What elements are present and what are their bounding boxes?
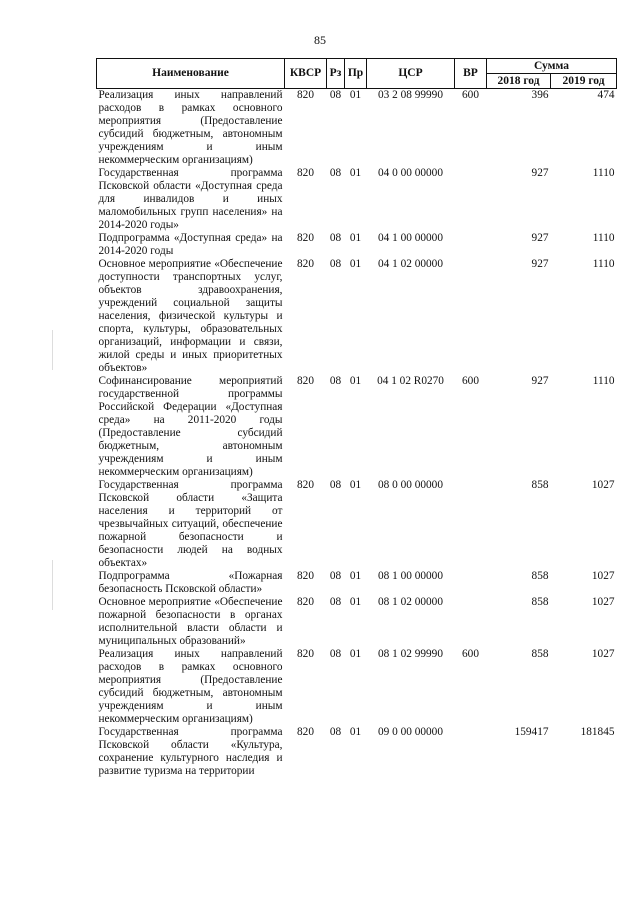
cell-sum-2019: 1027 [591,479,615,491]
cell-vr [455,596,487,648]
cell-sum-2019: 1027 [591,648,615,660]
cell-csr: 04 1 02 R0270 [377,375,444,387]
cell-csr: 04 1 02 00000 [378,258,443,270]
cell-rz: 08 [329,648,342,660]
cell-pr: 01 [349,167,362,179]
page-number: 85 [314,33,326,47]
cell-sum-2018: 858 [531,596,549,608]
table-row [97,570,617,596]
table-row [97,726,617,778]
cell-vr [455,726,487,778]
cell-name: Основное мероприятие «Обеспечение доступности транспортных услуг, объектов здравоохранения, учреждений социальной защиты населения, физической культуры и спорта, культуры, образовательных организаций, информации и связи, жилой среды и иных приоритетных объектов» [98,258,283,374]
cell-rz: 08 [329,167,342,179]
table-row [97,89,617,168]
cell-vr [455,167,487,232]
cell-csr: 08 1 00 00000 [378,570,443,582]
cell-kvsr: 820 [297,89,314,101]
header-kvsr: КВСР [285,59,327,89]
cell-sum-2018: 927 [531,375,549,387]
cell-pr: 01 [349,258,362,270]
cell-csr: 09 0 00 00000 [378,726,443,738]
cell-pr: 01 [349,232,362,244]
cell-vr [455,570,487,596]
cell-sum-2019: 1110 [592,375,615,387]
cell-rz: 08 [329,479,342,491]
cell-sum-2019: 1110 [592,232,615,244]
cell-kvsr: 820 [297,726,314,738]
cell-kvsr: 820 [297,258,314,270]
cell-name: Государственная программа Псковской области «Защита населения и территорий от чрезвычайных ситуаций, обеспечение пожарной безопасности и безопасности людей на водных объектах» [98,479,283,569]
table-row [97,596,617,648]
cell-kvsr: 820 [297,570,314,582]
cell-vr [455,258,487,375]
cell-csr: 03 2 08 99990 [378,89,443,101]
table-row [97,258,617,375]
cell-pr: 01 [349,479,362,491]
header-csr: ЦСР [367,59,455,89]
cell-vr: 600 [462,375,479,387]
cell-vr [455,479,487,570]
cell-sum-2018: 858 [531,570,549,582]
cell-csr: 08 0 00 00000 [378,479,443,491]
cell-rz: 08 [329,570,342,582]
cell-rz: 08 [329,89,342,101]
cell-kvsr: 820 [297,596,314,608]
cell-csr: 04 1 00 00000 [378,232,443,244]
cell-rz: 08 [329,375,342,387]
cell-rz: 08 [329,232,342,244]
cell-kvsr: 820 [297,375,314,387]
table-body [97,89,617,779]
cell-pr: 01 [349,648,362,660]
cell-name: Реализация иных направлений расходов в рамках основного мероприятия (Предоставление субсидий бюджетным, автономным учреждениям и иным некоммерческим организациям) [98,89,283,166]
cell-sum-2018: 858 [531,648,549,660]
cell-rz: 08 [329,726,342,738]
cell-sum-2019: 1110 [592,167,615,179]
header-name: Наименование [97,59,285,89]
table-row [97,167,617,232]
cell-vr: 600 [462,89,479,101]
cell-csr: 08 1 02 99990 [378,648,443,660]
cell-sum-2018: 396 [531,89,549,101]
cell-kvsr: 820 [297,167,314,179]
cell-sum-2018: 159417 [514,726,549,738]
table-row [97,479,617,570]
cell-sum-2019: 1027 [591,596,615,608]
cell-name: Подпрограмма «Доступная среда» на 2014-2020 годы [98,232,283,257]
cell-name: Государственная программа Псковской области «Культура, сохранение культурного наследия и развитие туризма на территории [98,726,283,777]
header-sum: Сумма [487,59,617,74]
header-year-2018: 2018 год [487,74,551,89]
cell-vr: 600 [462,648,479,660]
cell-name: Подпрограмма «Пожарная безопасность Псковской области» [98,570,283,595]
cell-name: Реализация иных направлений расходов в рамках основного мероприятия (Предоставление субсидий бюджетным, автономным учреждениям и иным некоммерческим организациям) [98,648,283,725]
cell-vr [455,232,487,258]
cell-csr: 04 0 00 00000 [378,167,443,179]
cell-kvsr: 820 [297,648,314,660]
cell-kvsr: 820 [297,479,314,491]
header-vr: ВР [455,59,487,89]
budget-table [96,58,617,778]
cell-sum-2018: 927 [531,167,549,179]
table-row [97,375,617,479]
cell-csr: 08 1 02 00000 [378,596,443,608]
cell-sum-2019: 1027 [591,570,615,582]
cell-pr: 01 [349,726,362,738]
header-rz: Рз [327,59,345,89]
cell-name: Государственная программа Псковской области «Доступная среда для инвалидов и иных маломобильных групп населения» на 2014-2020 годы» [98,167,283,231]
cell-pr: 01 [349,596,362,608]
scan-edge-mark [52,560,53,610]
cell-sum-2018: 927 [531,232,549,244]
cell-rz: 08 [329,596,342,608]
cell-name: Софинансирование мероприятий государственной программы Российской Федерации «Доступная среда» на 2011-2020 годы (Предоставление субсидий бюджетным, автономным учреждениям и иным некоммерческим организациям) [98,375,283,478]
header-year-2019: 2019 год [551,74,617,89]
cell-rz: 08 [329,258,342,270]
cell-sum-2018: 858 [531,479,549,491]
table-header [97,59,617,89]
table-row [97,648,617,726]
scan-edge-mark [52,330,53,370]
cell-sum-2019: 474 [597,89,615,101]
cell-sum-2019: 1110 [592,258,615,270]
table-row [97,232,617,258]
cell-pr: 01 [349,570,362,582]
cell-sum-2019: 181845 [580,726,615,738]
cell-kvsr: 820 [297,232,314,244]
header-pr: Пр [345,59,367,89]
cell-pr: 01 [349,375,362,387]
cell-name: Основное мероприятие «Обеспечение пожарной безопасности в органах исполнительной власти области и муниципальных образований» [98,596,283,647]
cell-pr: 01 [349,89,362,101]
cell-sum-2018: 927 [531,258,549,270]
